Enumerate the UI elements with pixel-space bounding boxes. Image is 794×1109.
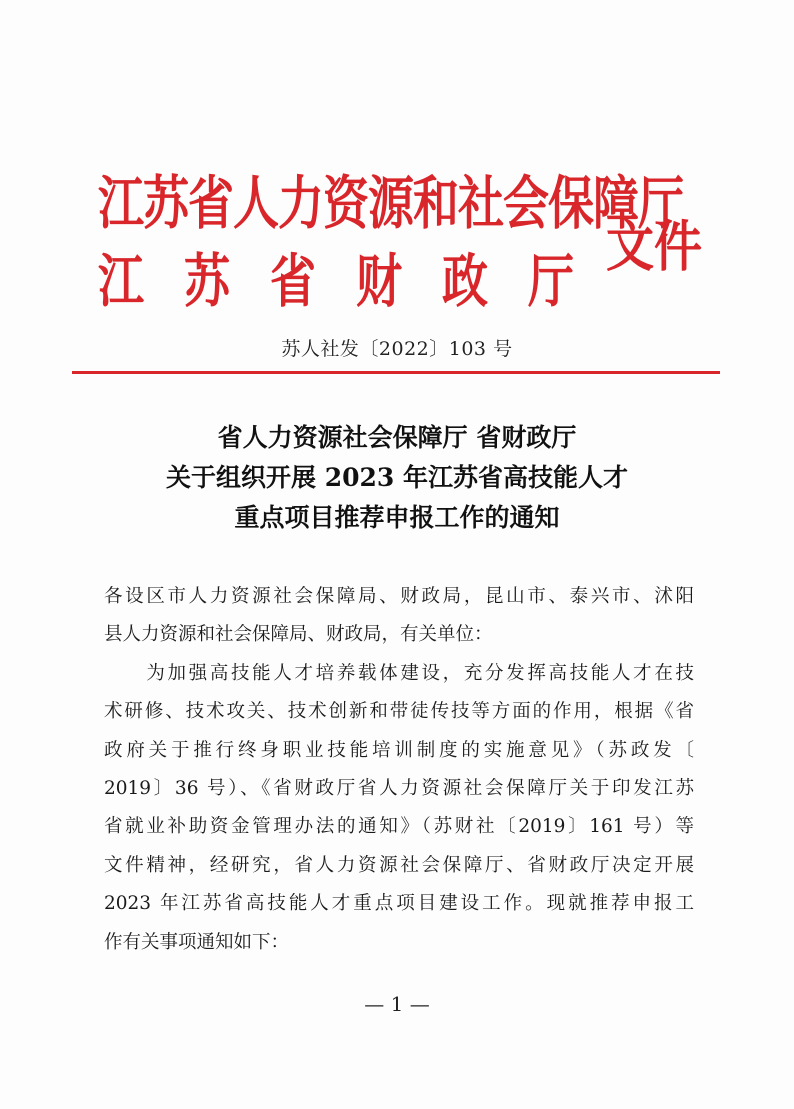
title-line-2: 关于组织开展 2023 年江苏省高技能人才 [166, 463, 628, 492]
document-body [104, 578, 694, 962]
body-line: 政府关于推行终身职业技能培训制度的实施意见》（苏政发〔 [104, 739, 694, 761]
agency-name-hrss: 江苏省人力资源和社会保障厅 [98, 169, 683, 237]
body-line: 2023 年江苏省高技能人才重点项目建设工作。现就推荐申报工 [104, 893, 694, 915]
issuing-header [98, 152, 718, 315]
title-line-1: 省人力资源社会保障厅 省财政厅 [217, 423, 577, 452]
title-line-3: 重点项目推荐申报工作的通知 [234, 503, 560, 532]
red-divider-line [72, 371, 720, 374]
body-line: 县人力资源和社会保障局、财政局，有关单位： [104, 624, 493, 646]
page-number: — 1 — [364, 992, 430, 1016]
agency-name-finance: 江苏省财政厅 [98, 247, 614, 315]
body-line: 术研修、技术攻关、技术创新和带徒传技等方面的作用，根据《省 [104, 701, 694, 723]
document-title [0, 418, 794, 538]
document-type-label: 文件 [606, 214, 703, 280]
body-line: 文件精神，经研究，省人力资源社会保障厅、省财政厅决定开展 [104, 854, 694, 876]
body-line: 2019〕36 号）、《省财政厅省人力资源社会保障厅关于印发江苏 [104, 777, 694, 799]
document-number: 苏人社发〔2022〕103 号 [281, 338, 513, 360]
body-line: 各设区市人力资源社会保障局、财政局，昆山市、泰兴市、沭阳 [104, 586, 694, 607]
body-line: 省就业补助资金管理办法的通知》（苏财社〔2019〕161 号）等 [104, 816, 694, 838]
body-line: 作有关事项通知如下： [104, 931, 290, 953]
body-line: 为加强高技能人才培养载体建设，充分发挥高技能人才在技 [104, 662, 694, 684]
